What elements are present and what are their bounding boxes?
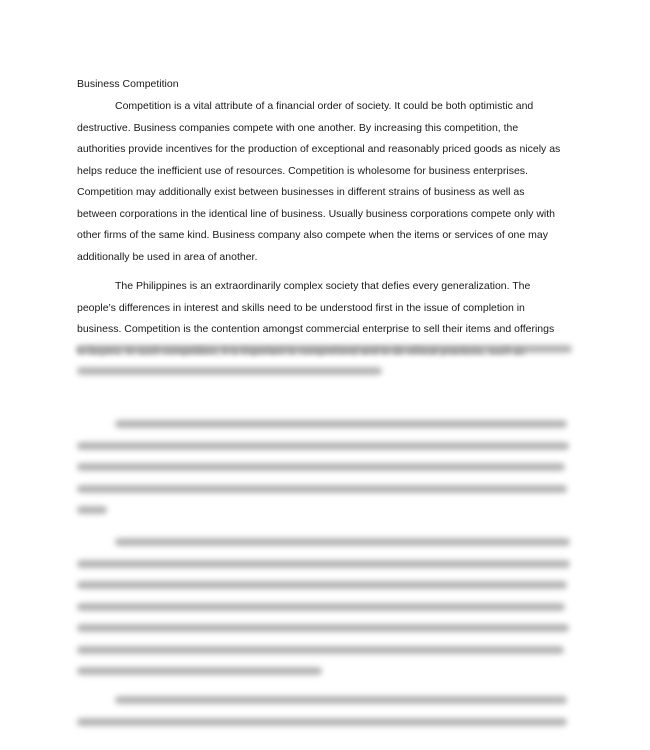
blurred-text-block	[77, 345, 577, 388]
blurred-line	[77, 667, 322, 675]
blurred-line	[77, 442, 569, 450]
blurred-text-block	[77, 696, 577, 739]
blurred-line	[77, 603, 565, 611]
paragraph-line: other firms of the same kind. Business company also compete when the items or services of one may	[77, 229, 548, 241]
paragraph-line: Competition is a vital attribute of a financial order of society. It could be both optimistic and	[115, 100, 534, 112]
blurred-text-block	[77, 420, 577, 528]
blurred-line	[77, 367, 382, 375]
blurred-line	[115, 420, 567, 428]
blurred-line	[77, 560, 570, 568]
paragraph-line: business. Competition is the contention amongst commercial enterprise to sell their items and offerings	[77, 323, 555, 335]
blurred-line	[77, 485, 567, 493]
blurred-line	[77, 718, 567, 726]
blurred-line	[77, 624, 569, 632]
paragraph-line: people’s differences in interest and skills need to be understood first in the issue of completion in	[77, 301, 525, 314]
paragraph-1	[77, 96, 577, 268]
blurred-line	[77, 646, 564, 654]
paragraph-line: between corporations in the identical line of business. Usually business corporations compete only with	[77, 207, 556, 220]
blurred-line	[77, 345, 572, 353]
blurred-line	[115, 538, 570, 546]
blurred-line	[115, 696, 567, 704]
paragraph-line: Competition may additionally exist between businesses in different strains of business as well as	[77, 186, 525, 198]
blurred-line	[77, 506, 107, 514]
paragraph-line: authorities provide incentives for the production of exceptional and reasonably priced goods as nicely as	[77, 143, 561, 155]
paragraph-line: destructive. Business companies compete with one another. By increasing this competition, the	[77, 121, 519, 134]
blurred-line	[77, 581, 567, 589]
paragraph-line: additionally be used in area of another.	[77, 250, 258, 263]
document-title: Business Competition	[77, 78, 179, 90]
blurred-line	[77, 463, 565, 471]
blurred-text-block	[77, 538, 577, 689]
paragraph-line: helps reduce the inefficient use of resources. Competition is wholesome for business enterprises.	[77, 164, 528, 177]
paragraph-line: The Philippines is an extraordinarily complex society that defies every generalization. The	[115, 280, 531, 292]
